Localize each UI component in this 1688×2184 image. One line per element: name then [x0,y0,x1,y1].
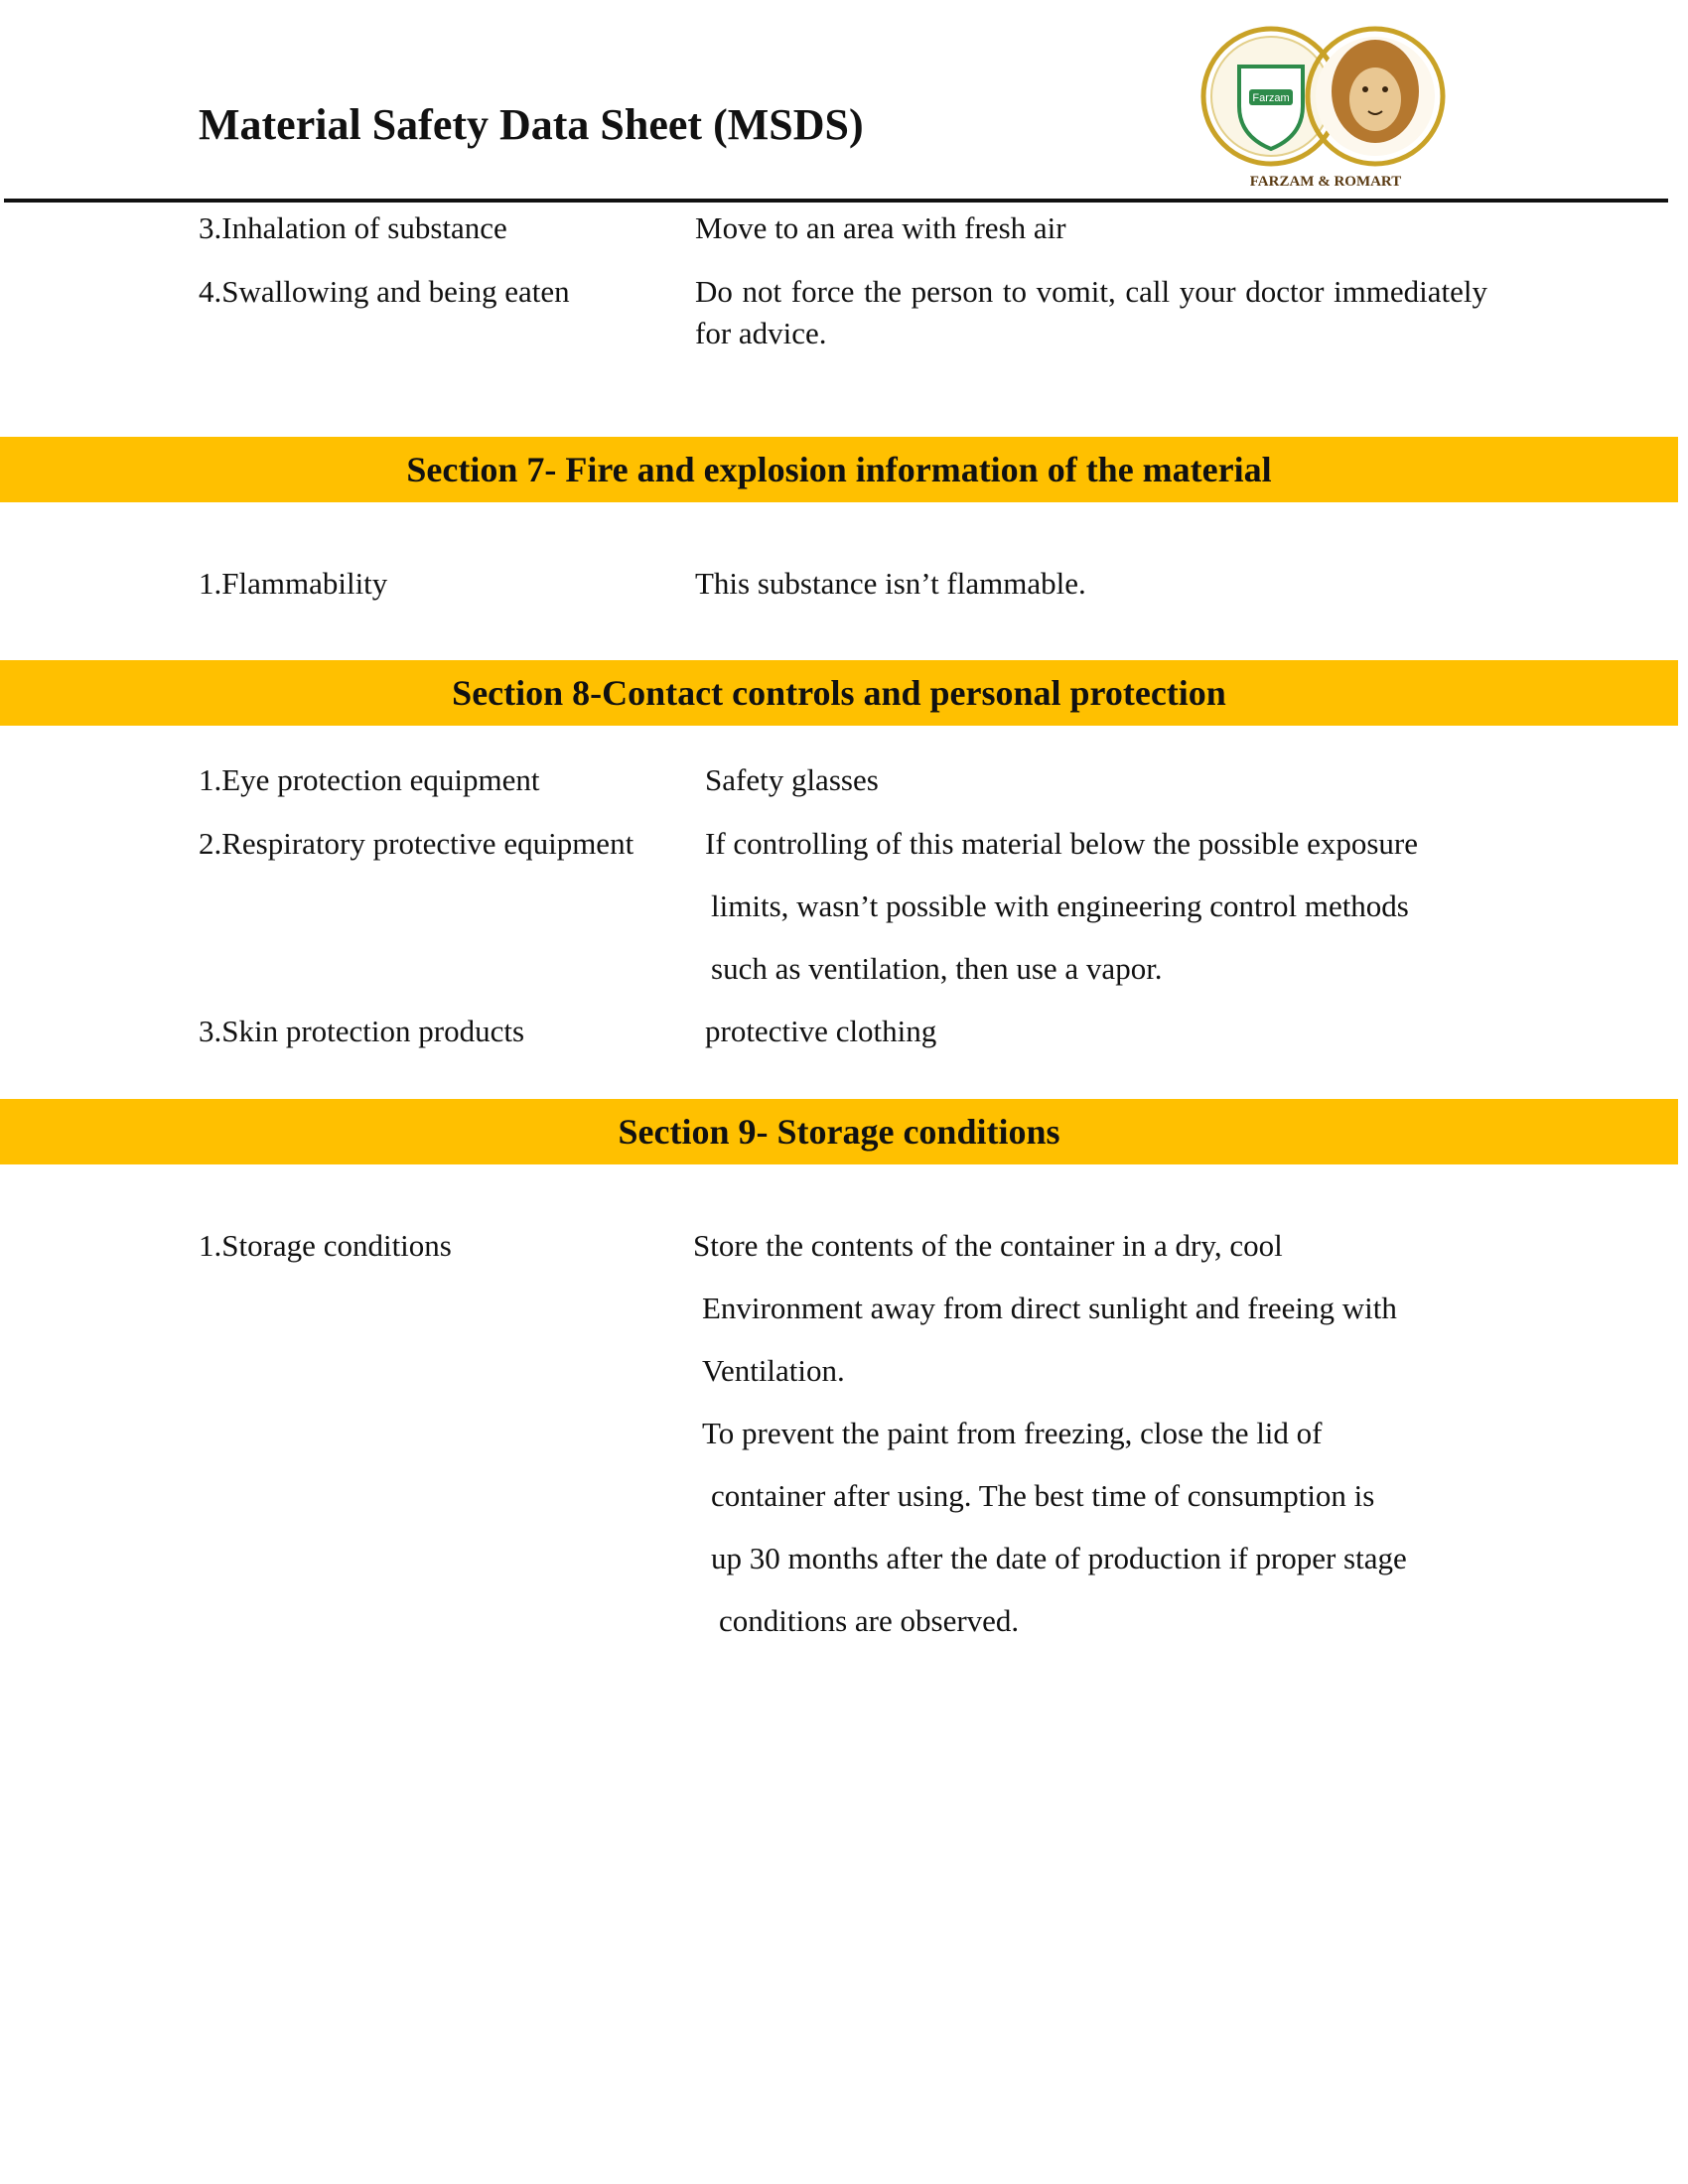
storage-value-line-4: To prevent the paint from freezing, close the lid of [702,1416,1323,1450]
skin-protection-label: 3.Skin protection products [199,1014,525,1048]
section-7-header [0,437,1678,502]
respiratory-value-line-3: such as ventilation, then use a vapor. [711,951,1163,986]
storage-value-line-3: Ventilation. [702,1353,845,1388]
section-8-header [0,660,1678,726]
flammability-label: 1.Flammability [199,566,388,601]
inhalation-value: Move to an area with fresh air [695,210,1066,245]
company-logo [1192,12,1470,196]
respiratory-value-line-1: If controlling of this material below the possible exposure [705,826,1418,861]
storage-value-line-2: Environment away from direct sunlight and freeing with [702,1291,1397,1325]
eye-protection-label: 1.Eye protection equipment [199,762,540,797]
inhalation-label: 3.Inhalation of substance [199,210,507,245]
logo-caption: FARZAM & ROMART [1249,174,1402,190]
section-9-title: Section 9- Storage conditions [618,1112,1060,1152]
swallowing-value: Do not force the person to vomit, call your doctor immediately for advice. [695,274,1487,350]
storage-label: 1.Storage conditions [199,1228,452,1263]
storage-value-line-6: up 30 months after the date of production if proper stage [711,1541,1407,1575]
respiratory-value-line-2: limits, wasn’t possible with engineering control methods [711,888,1409,923]
section-7-title: Section 7- Fire and explosion information of the material [406,450,1272,489]
section-8-title: Section 8-Contact controls and personal protection [452,673,1226,713]
skin-protection-value: protective clothing [705,1014,937,1048]
header-rule [4,199,1668,203]
eye-protection-value: Safety glasses [705,762,879,797]
section-9-header [0,1099,1678,1164]
storage-value-line-5: container after using. The best time of consumption is [711,1478,1375,1513]
flammability-value: This substance isn’t flammable. [695,566,1086,601]
storage-value-line-7: conditions are observed. [719,1603,1020,1638]
respiratory-label: 2.Respiratory protective equipment [199,826,634,861]
document-title: Material Safety Data Sheet (MSDS) [199,100,864,149]
logo-shield-text: Farzam [1252,92,1290,104]
swallowing-label: 4.Swallowing and being eaten [199,274,570,309]
storage-value-line-1: Store the contents of the container in a dry, cool [693,1228,1283,1263]
